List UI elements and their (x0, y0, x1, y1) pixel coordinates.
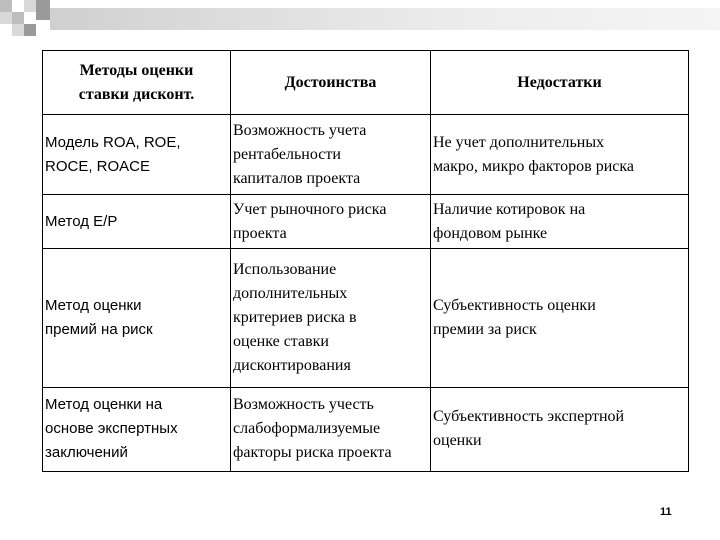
methods-table (42, 50, 688, 472)
method-cell: Метод оценки премий на риск (43, 249, 231, 387)
decorative-checker-pattern (0, 0, 720, 40)
advantage-cell: Использование дополнительных критериев риска в оценке ставки дисконтирования (231, 249, 431, 387)
advantage-cell: Возможность учесть слабоформализуемые факторы риска проекта (231, 387, 431, 471)
advantage-cell: Учет рыночного риска проекта (231, 195, 431, 249)
table-row (43, 249, 689, 387)
disadvantage-cell: Наличие котировок на фондовом рынке (431, 195, 689, 249)
header-advantages: Достоинства (231, 51, 431, 115)
table-row (43, 387, 689, 471)
method-cell: Метод E/P (43, 195, 231, 249)
table-row (43, 115, 689, 195)
method-cell: Модель ROA, ROE, ROCE, ROACE (43, 115, 231, 195)
advantage-cell: Возможность учета рентабельности капиталов проекта (231, 115, 431, 195)
header-disadvantages: Недостатки (431, 51, 689, 115)
disadvantage-cell: Субъективность оценки премии за риск (431, 249, 689, 387)
page-number: 11 (660, 506, 672, 518)
table-header-row (43, 51, 689, 115)
table-row (43, 195, 689, 249)
disadvantage-cell: Не учет дополнительных макро, микро факторов риска (431, 115, 689, 195)
method-cell: Метод оценки на основе экспертных заключений (43, 387, 231, 471)
disadvantage-cell: Субъективность экспертной оценки (431, 387, 689, 471)
header-methods: Методы оценки ставки дисконт. (43, 51, 231, 115)
